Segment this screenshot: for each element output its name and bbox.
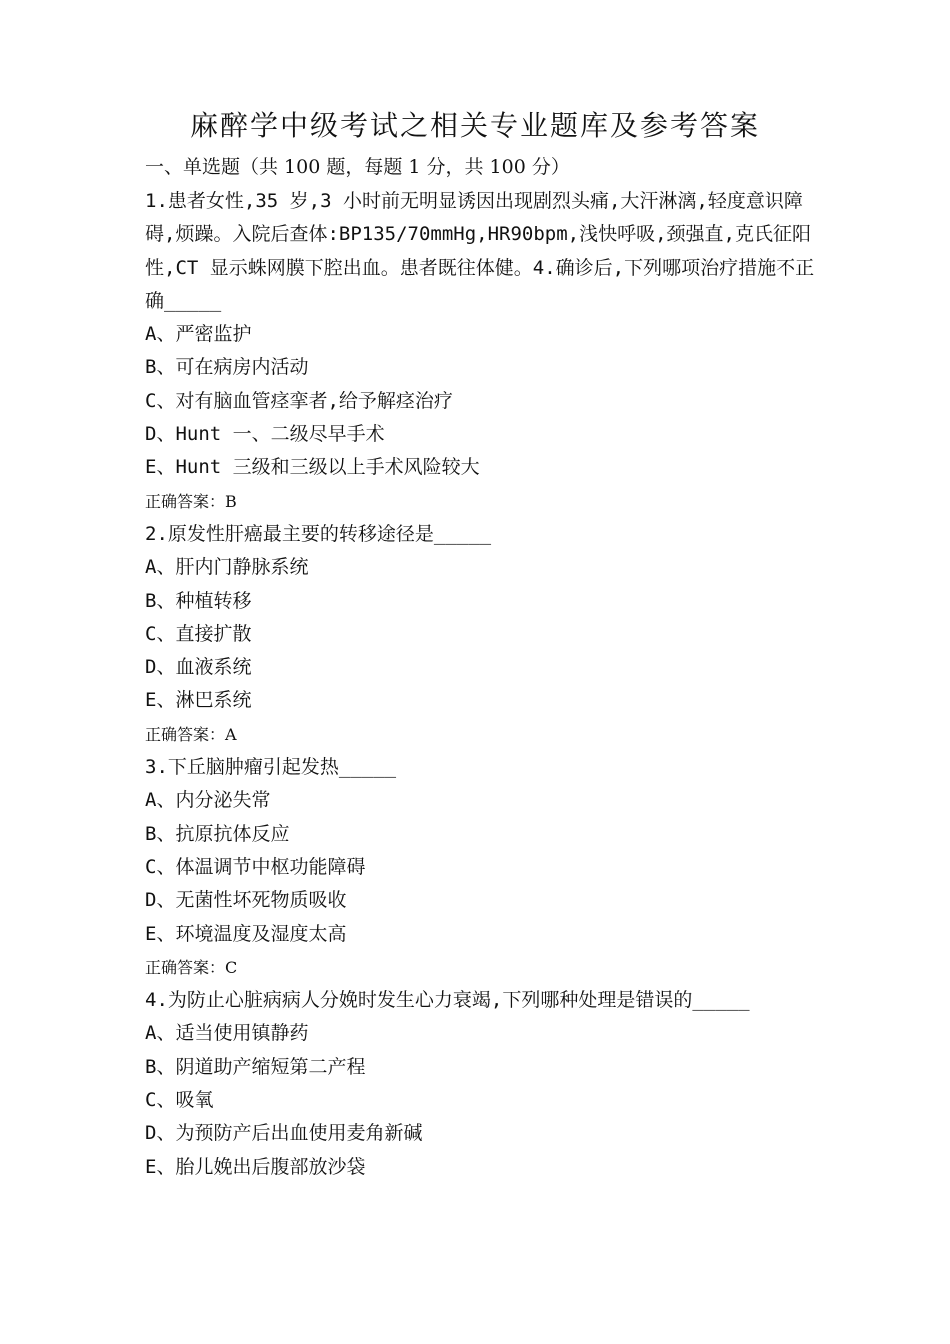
option-e: E、Hunt 三级和三级以上手术风险较大 (145, 456, 480, 479)
correct-answer: 正确答案：B (145, 491, 237, 511)
option-a: A、适当使用镇静药 (145, 1022, 309, 1045)
option-c: C、对有脑血管痉挛者,给予解痉治疗 (145, 389, 453, 412)
option-b: B、可在病房内活动 (145, 356, 309, 379)
option-d: D、血液系统 (145, 656, 252, 679)
question-3 (145, 751, 815, 984)
section-heading: 一、单选题（共 100 题，每题 1 分，共 100 分） (145, 156, 570, 178)
question-2 (145, 518, 815, 751)
question-1 (145, 185, 815, 518)
option-c: C、体温调节中枢功能障碍 (145, 855, 366, 878)
question-stem: 2.原发性肝癌最主要的转移途径是_____ (145, 522, 492, 545)
correct-answer: 正确答案：A (145, 724, 237, 744)
option-c: C、吸氧 (145, 1089, 214, 1112)
option-e: E、胎儿娩出后腹部放沙袋 (145, 1155, 366, 1178)
option-b: B、阴道助产缩短第二产程 (145, 1055, 366, 1078)
option-a: A、内分泌失常 (145, 789, 271, 812)
option-d: D、Hunt 一、二级尽早手术 (145, 423, 385, 446)
document-title: 麻醉学中级考试之相关专业题库及参考答案 (189, 109, 760, 142)
option-a: A、严密监护 (145, 323, 252, 346)
correct-answer: 正确答案：C (145, 957, 238, 977)
question-list (145, 185, 815, 1184)
option-b: B、种植转移 (145, 589, 252, 612)
question-stem: 3.下丘脑肿瘤引起发热_____ (145, 756, 397, 779)
option-e: E、环境温度及湿度太高 (145, 922, 347, 945)
option-a: A、肝内门静脉系统 (145, 556, 309, 579)
option-d: D、无菌性坏死物质吸收 (145, 889, 347, 912)
option-e: E、淋巴系统 (145, 689, 252, 712)
option-b: B、抗原抗体反应 (145, 822, 290, 845)
question-4 (145, 984, 815, 1184)
question-stem: 4.为防止心脏病病人分娩时发生心力衰竭,下列哪种处理是错误的_____ (145, 989, 750, 1012)
option-d: D、为预防产后出血使用麦角新碱 (145, 1122, 423, 1145)
option-c: C、直接扩散 (145, 622, 252, 645)
question-stem: 1.患者女性,35 岁,3 小时前无明显诱因出现剧烈头痛,大汗淋漓,轻度意识障碍,烦躁。入院后查体:BP135/70mmHg,HR90bpm,浅快呼吸,颈强直,克氏征阳性,CT 显示蛛网膜下腔出血。患者既往体健。4.确诊后,下列哪项治疗措施不正确_____ (145, 190, 815, 312)
